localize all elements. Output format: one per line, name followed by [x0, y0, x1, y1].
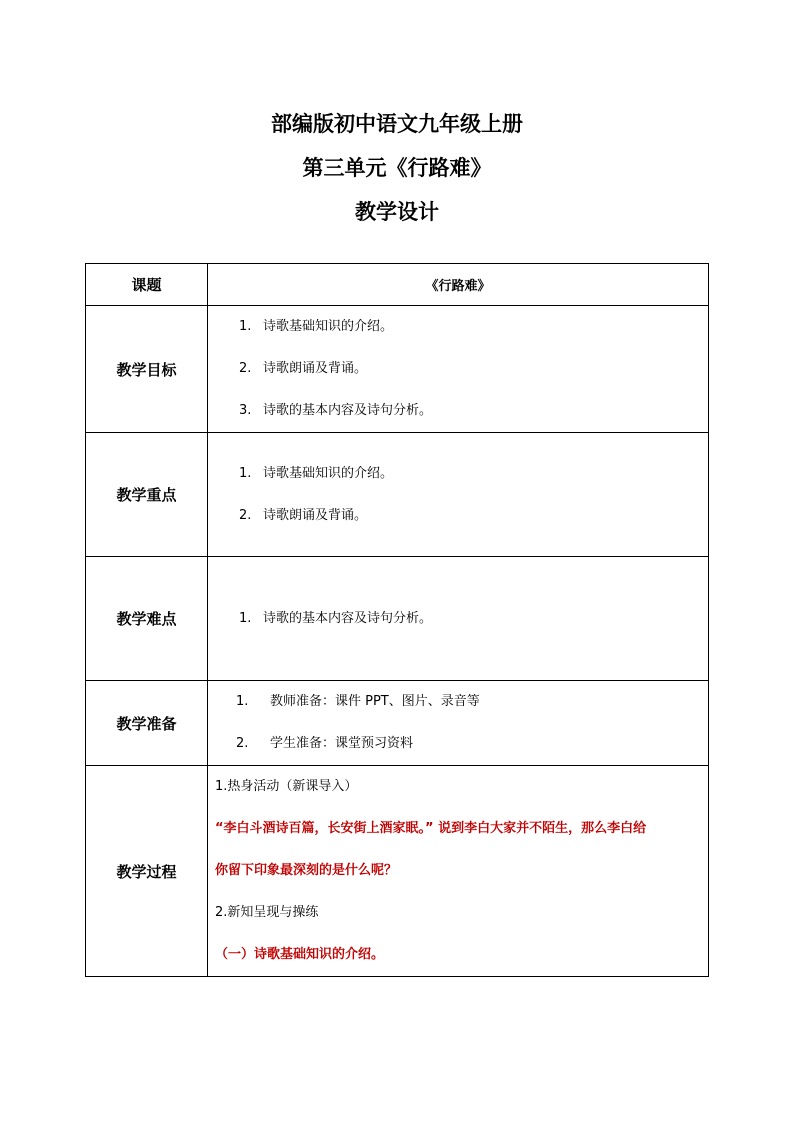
- section-heading: （一）诗歌基础知识的介绍。: [215, 947, 385, 962]
- process-content: [208, 766, 709, 977]
- teaching-goals-content: [208, 306, 709, 433]
- list-item: 1. 教师准备：课件 PPT、图片、录音等: [236, 694, 480, 709]
- new-knowledge-step: 2.新知呈现与操练: [215, 905, 319, 920]
- list-item: 3. 诗歌的基本内容及诗句分析。: [239, 403, 433, 418]
- design-title: 教学设计: [355, 200, 439, 224]
- quote-line-1: “李白斗酒诗百篇，长安街上酒家眠。” 说到李白大家并不陌生，那么李白给: [215, 821, 647, 836]
- list-item: 2. 诗歌朗诵及背诵。: [239, 507, 368, 523]
- teaching-goals-row: [86, 306, 709, 433]
- course-title-row: [86, 264, 709, 306]
- list-item: 1. 诗歌基础知识的介绍。: [239, 465, 394, 481]
- grade-title: 部编版初中语文九年级上册: [271, 112, 523, 136]
- list-item: 1. 诗歌基础知识的介绍。: [239, 319, 394, 334]
- difficulties-row: [86, 557, 709, 681]
- key-points-label: 教学重点: [86, 433, 208, 557]
- unit-title: 第三单元《行路难》: [302, 156, 492, 180]
- document-header: [0, 102, 794, 234]
- process-label: 教学过程: [86, 766, 208, 977]
- course-title-value: 《行路难》: [208, 264, 709, 306]
- warmup-step: 1.热身活动（新课导入）: [215, 779, 358, 794]
- process-row: [86, 766, 709, 977]
- difficulties-label: 教学难点: [86, 557, 208, 681]
- quote-line-2: 你留下印象最深刻的是什么呢？: [215, 863, 398, 878]
- list-item: 1. 诗歌的基本内容及诗句分析。: [239, 610, 433, 626]
- course-title-label: 课题: [86, 264, 208, 306]
- preparation-row: [86, 681, 709, 766]
- key-points-content: [208, 433, 709, 557]
- preparation-label: 教学准备: [86, 681, 208, 766]
- key-points-row: [86, 433, 709, 557]
- lesson-plan-table: [85, 263, 709, 977]
- list-item: 2. 诗歌朗诵及背诵。: [239, 361, 368, 376]
- teaching-goals-label: 教学目标: [86, 306, 208, 433]
- preparation-content: [208, 681, 709, 766]
- list-item: 2. 学生准备：课堂预习资料: [236, 736, 414, 751]
- difficulties-content: [208, 557, 709, 681]
